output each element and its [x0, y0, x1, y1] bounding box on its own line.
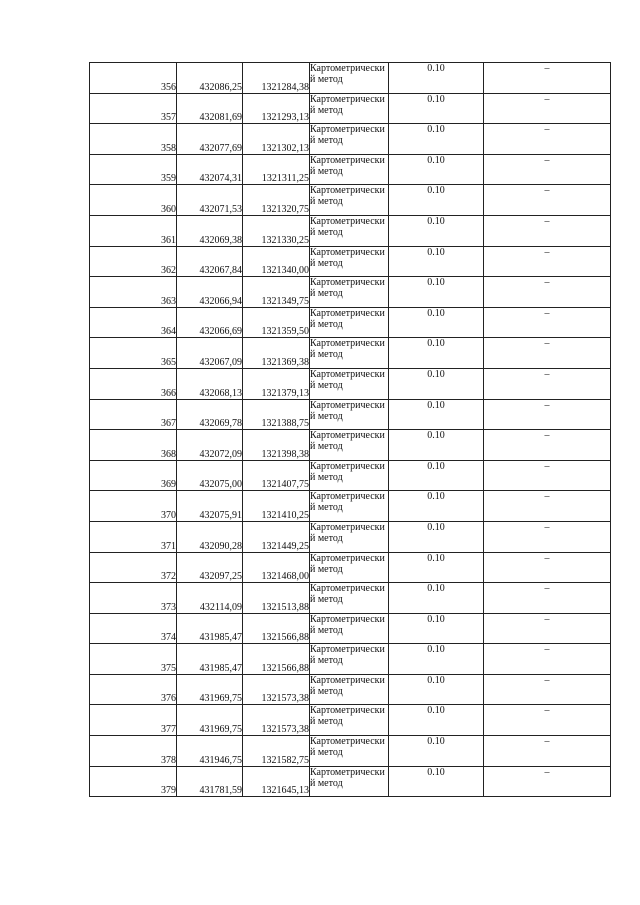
accuracy-cell: 0.10	[389, 307, 484, 338]
y-coordinate-cell: 1321369,38	[243, 338, 310, 369]
y-coordinate-cell: 1321340,00	[243, 246, 310, 277]
description-cell: –	[484, 491, 611, 522]
x-coordinate-cell: 431985,47	[177, 613, 243, 644]
coordinates-table	[89, 62, 611, 797]
x-coordinate-cell: 432066,94	[177, 277, 243, 308]
table-row	[90, 552, 611, 583]
y-coordinate-cell: 1321388,75	[243, 399, 310, 430]
x-coordinate-cell: 432075,91	[177, 491, 243, 522]
table-row	[90, 736, 611, 767]
accuracy-cell: 0.10	[389, 154, 484, 185]
x-coordinate-cell: 432077,69	[177, 124, 243, 155]
point-number-cell: 372	[90, 552, 177, 583]
accuracy-cell: 0.10	[389, 705, 484, 736]
x-coordinate-cell: 432067,84	[177, 246, 243, 277]
method-cell: Картометрический метод	[310, 185, 389, 216]
method-cell: Картометрический метод	[310, 705, 389, 736]
y-coordinate-cell: 1321410,25	[243, 491, 310, 522]
description-cell: –	[484, 124, 611, 155]
y-coordinate-cell: 1321449,25	[243, 521, 310, 552]
description-cell: –	[484, 583, 611, 614]
table-row	[90, 277, 611, 308]
description-cell: –	[484, 521, 611, 552]
y-coordinate-cell: 1321379,13	[243, 368, 310, 399]
method-cell: Картометрический метод	[310, 521, 389, 552]
method-cell: Картометрический метод	[310, 63, 389, 94]
accuracy-cell: 0.10	[389, 674, 484, 705]
point-number-cell: 359	[90, 154, 177, 185]
y-coordinate-cell: 1321566,88	[243, 644, 310, 675]
table-row	[90, 460, 611, 491]
method-cell: Картометрический метод	[310, 307, 389, 338]
x-coordinate-cell: 432086,25	[177, 63, 243, 94]
method-cell: Картометрический метод	[310, 154, 389, 185]
point-number-cell: 367	[90, 399, 177, 430]
point-number-cell: 378	[90, 736, 177, 767]
accuracy-cell: 0.10	[389, 124, 484, 155]
table-row	[90, 644, 611, 675]
y-coordinate-cell: 1321320,75	[243, 185, 310, 216]
description-cell: –	[484, 674, 611, 705]
point-number-cell: 374	[90, 613, 177, 644]
point-number-cell: 358	[90, 124, 177, 155]
x-coordinate-cell: 432074,31	[177, 154, 243, 185]
method-cell: Картометрический метод	[310, 460, 389, 491]
table-row	[90, 399, 611, 430]
accuracy-cell: 0.10	[389, 185, 484, 216]
accuracy-cell: 0.10	[389, 766, 484, 797]
table-row	[90, 307, 611, 338]
table-row	[90, 583, 611, 614]
x-coordinate-cell: 432114,09	[177, 583, 243, 614]
x-coordinate-cell: 432067,09	[177, 338, 243, 369]
accuracy-cell: 0.10	[389, 644, 484, 675]
accuracy-cell: 0.10	[389, 246, 484, 277]
description-cell: –	[484, 307, 611, 338]
table-row	[90, 674, 611, 705]
description-cell: –	[484, 338, 611, 369]
point-number-cell: 379	[90, 766, 177, 797]
x-coordinate-cell: 431946,75	[177, 736, 243, 767]
description-cell: –	[484, 766, 611, 797]
description-cell: –	[484, 552, 611, 583]
x-coordinate-cell: 432090,28	[177, 521, 243, 552]
accuracy-cell: 0.10	[389, 736, 484, 767]
method-cell: Картометрический метод	[310, 215, 389, 246]
x-coordinate-cell: 432069,78	[177, 399, 243, 430]
x-coordinate-cell: 432075,00	[177, 460, 243, 491]
description-cell: –	[484, 154, 611, 185]
table-row	[90, 215, 611, 246]
point-number-cell: 357	[90, 93, 177, 124]
table-body	[90, 63, 611, 797]
table-row	[90, 246, 611, 277]
description-cell: –	[484, 399, 611, 430]
table-row	[90, 63, 611, 94]
table-row	[90, 521, 611, 552]
point-number-cell: 376	[90, 674, 177, 705]
point-number-cell: 364	[90, 307, 177, 338]
point-number-cell: 375	[90, 644, 177, 675]
y-coordinate-cell: 1321359,50	[243, 307, 310, 338]
y-coordinate-cell: 1321566,88	[243, 613, 310, 644]
description-cell: –	[484, 277, 611, 308]
y-coordinate-cell: 1321349,75	[243, 277, 310, 308]
method-cell: Картометрический метод	[310, 368, 389, 399]
y-coordinate-cell: 1321573,38	[243, 674, 310, 705]
table-row	[90, 613, 611, 644]
method-cell: Картометрический метод	[310, 766, 389, 797]
accuracy-cell: 0.10	[389, 277, 484, 308]
description-cell: –	[484, 368, 611, 399]
y-coordinate-cell: 1321573,38	[243, 705, 310, 736]
method-cell: Картометрический метод	[310, 644, 389, 675]
y-coordinate-cell: 1321645,13	[243, 766, 310, 797]
x-coordinate-cell: 432081,69	[177, 93, 243, 124]
accuracy-cell: 0.10	[389, 368, 484, 399]
table-row	[90, 368, 611, 399]
table-row	[90, 154, 611, 185]
description-cell: –	[484, 613, 611, 644]
accuracy-cell: 0.10	[389, 338, 484, 369]
y-coordinate-cell: 1321284,38	[243, 63, 310, 94]
description-cell: –	[484, 736, 611, 767]
description-cell: –	[484, 644, 611, 675]
method-cell: Картометрический метод	[310, 399, 389, 430]
y-coordinate-cell: 1321302,13	[243, 124, 310, 155]
y-coordinate-cell: 1321513,88	[243, 583, 310, 614]
point-number-cell: 371	[90, 521, 177, 552]
x-coordinate-cell: 431969,75	[177, 705, 243, 736]
x-coordinate-cell: 431985,47	[177, 644, 243, 675]
method-cell: Картометрический метод	[310, 338, 389, 369]
point-number-cell: 366	[90, 368, 177, 399]
description-cell: –	[484, 705, 611, 736]
description-cell: –	[484, 430, 611, 461]
accuracy-cell: 0.10	[389, 63, 484, 94]
point-number-cell: 361	[90, 215, 177, 246]
point-number-cell: 356	[90, 63, 177, 94]
table-row	[90, 338, 611, 369]
method-cell: Картометрический метод	[310, 491, 389, 522]
x-coordinate-cell: 432069,38	[177, 215, 243, 246]
accuracy-cell: 0.10	[389, 583, 484, 614]
accuracy-cell: 0.10	[389, 430, 484, 461]
table-row	[90, 430, 611, 461]
x-coordinate-cell: 432097,25	[177, 552, 243, 583]
method-cell: Картометрический метод	[310, 613, 389, 644]
accuracy-cell: 0.10	[389, 552, 484, 583]
table-row	[90, 705, 611, 736]
point-number-cell: 365	[90, 338, 177, 369]
table-row	[90, 185, 611, 216]
x-coordinate-cell: 432068,13	[177, 368, 243, 399]
point-number-cell: 363	[90, 277, 177, 308]
table-row	[90, 93, 611, 124]
x-coordinate-cell: 431781,59	[177, 766, 243, 797]
point-number-cell: 373	[90, 583, 177, 614]
method-cell: Картометрический метод	[310, 246, 389, 277]
point-number-cell: 368	[90, 430, 177, 461]
method-cell: Картометрический метод	[310, 277, 389, 308]
method-cell: Картометрический метод	[310, 736, 389, 767]
table-row	[90, 491, 611, 522]
y-coordinate-cell: 1321330,25	[243, 215, 310, 246]
method-cell: Картометрический метод	[310, 93, 389, 124]
method-cell: Картометрический метод	[310, 552, 389, 583]
point-number-cell: 377	[90, 705, 177, 736]
point-number-cell: 360	[90, 185, 177, 216]
table-row	[90, 766, 611, 797]
description-cell: –	[484, 185, 611, 216]
method-cell: Картометрический метод	[310, 583, 389, 614]
x-coordinate-cell: 432071,53	[177, 185, 243, 216]
y-coordinate-cell: 1321407,75	[243, 460, 310, 491]
description-cell: –	[484, 246, 611, 277]
y-coordinate-cell: 1321293,13	[243, 93, 310, 124]
accuracy-cell: 0.10	[389, 491, 484, 522]
method-cell: Картометрический метод	[310, 674, 389, 705]
table-row	[90, 124, 611, 155]
description-cell: –	[484, 93, 611, 124]
point-number-cell: 362	[90, 246, 177, 277]
y-coordinate-cell: 1321398,38	[243, 430, 310, 461]
x-coordinate-cell: 431969,75	[177, 674, 243, 705]
method-cell: Картометрический метод	[310, 124, 389, 155]
accuracy-cell: 0.10	[389, 399, 484, 430]
description-cell: –	[484, 63, 611, 94]
y-coordinate-cell: 1321582,75	[243, 736, 310, 767]
description-cell: –	[484, 215, 611, 246]
method-cell: Картометрический метод	[310, 430, 389, 461]
point-number-cell: 370	[90, 491, 177, 522]
y-coordinate-cell: 1321468,00	[243, 552, 310, 583]
description-cell: –	[484, 460, 611, 491]
point-number-cell: 369	[90, 460, 177, 491]
accuracy-cell: 0.10	[389, 460, 484, 491]
accuracy-cell: 0.10	[389, 93, 484, 124]
x-coordinate-cell: 432072,09	[177, 430, 243, 461]
accuracy-cell: 0.10	[389, 613, 484, 644]
y-coordinate-cell: 1321311,25	[243, 154, 310, 185]
accuracy-cell: 0.10	[389, 215, 484, 246]
x-coordinate-cell: 432066,69	[177, 307, 243, 338]
accuracy-cell: 0.10	[389, 521, 484, 552]
